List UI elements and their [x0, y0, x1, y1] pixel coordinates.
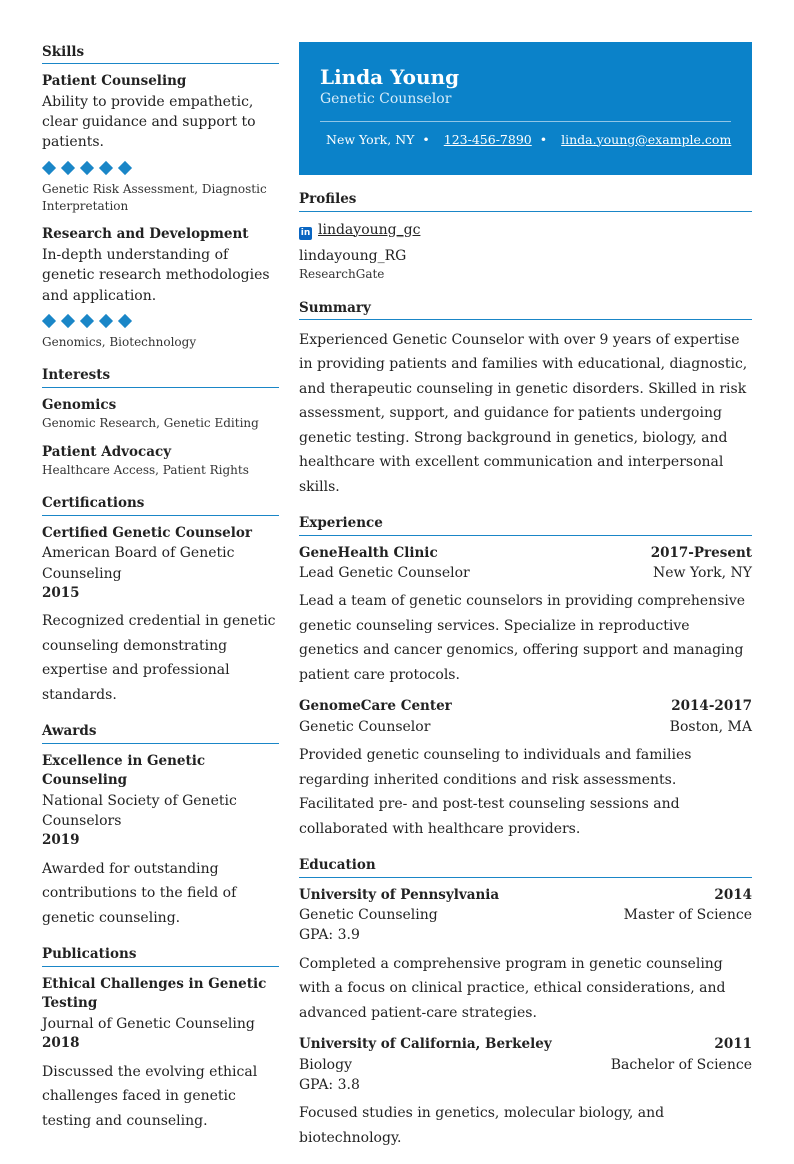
education-year: 2014 [714, 886, 752, 903]
skill-title: Patient Counseling [42, 73, 187, 90]
certification-description: Recognized credential in genetic counseling demonstrating expertise and professional standards. [42, 613, 276, 703]
certifications-section [42, 493, 279, 707]
education-gpa: GPA: 3.8 [299, 1077, 360, 1094]
interests-section [42, 365, 279, 479]
education-year: 2011 [714, 1036, 752, 1053]
skill-title: Research and Development [42, 226, 249, 243]
publication-description: Discussed the evolving ethical challenges faced in genetic testing and counseling. [42, 1063, 258, 1129]
experience-location: New York, NY [653, 565, 752, 582]
interest-keywords: Genomic Research, Genetic Editing [42, 416, 259, 431]
interest-item [42, 396, 279, 433]
skill-keywords: Genetic Risk Assessment, Diagnostic Interpretation [42, 181, 267, 214]
level-diamond-icon [118, 314, 132, 328]
education-row [299, 886, 752, 906]
skill-level-rating [44, 163, 279, 173]
skill-description: Ability to provide empathetic, clear guidance and support to patients. [42, 93, 256, 151]
level-diamond-icon [42, 161, 56, 175]
skill-item [42, 72, 279, 215]
education-description: Completed a comprehensive program in genetic counseling with a focus on clinical practice, ethical considerations, and advanced patient-care strategies. [299, 955, 726, 1021]
contact-separator: • [422, 131, 430, 147]
education-heading: Education [299, 855, 752, 877]
publications-section [42, 944, 279, 1133]
linkedin-icon: in [300, 227, 311, 238]
right-column [299, 42, 752, 1164]
experience-dates: 2017-Present [650, 544, 752, 561]
education-item [299, 886, 752, 1026]
certification-title: Certified Genetic Counselor [42, 524, 252, 541]
certification-item [42, 524, 279, 708]
certifications-heading: Certifications [42, 493, 279, 515]
experience-description: Provided genetic counseling to individuals and families regarding inherited conditions and risk assessments. Facilitated pre- and post-test counseling sessions and collaborated with healthcare providers. [299, 747, 692, 837]
interest-title: Genomics [42, 396, 117, 413]
contact-location: New York, NY [326, 131, 415, 147]
level-diamond-icon [118, 161, 132, 175]
candidate-role: Genetic Counselor [320, 91, 452, 107]
education-row [299, 1035, 752, 1055]
education-section [299, 855, 752, 1150]
education-area: Biology [299, 1056, 352, 1073]
resume-header [299, 42, 752, 175]
experience-location: Boston, MA [669, 719, 752, 735]
education-school: University of California, Berkeley [299, 1036, 552, 1053]
award-title: Excellence in Genetic Counseling [42, 752, 206, 789]
education-row [299, 905, 752, 925]
experience-item [299, 544, 752, 688]
level-diamond-icon [80, 161, 94, 175]
education-gpa: GPA: 3.9 [299, 927, 360, 944]
education-row [299, 1055, 752, 1075]
left-column [42, 42, 279, 1147]
experience-position: Lead Genetic Counselor [299, 565, 470, 582]
candidate-name: Linda Young [320, 65, 460, 89]
award-year: 2019 [42, 832, 80, 849]
interests-heading: Interests [42, 365, 279, 387]
award-description: Awarded for outstanding contributions to the field of genetic counseling. [42, 860, 237, 926]
experience-row [299, 544, 752, 564]
level-diamond-icon [99, 314, 113, 328]
education-description: Focused studies in genetics, molecular biology, and biotechnology. [299, 1105, 665, 1146]
certification-year: 2015 [42, 584, 80, 601]
skill-level-rating [44, 316, 279, 326]
awards-heading: Awards [42, 721, 279, 743]
profile-username-link[interactable]: lindayoung_gc [318, 221, 421, 238]
experience-heading: Experience [299, 513, 752, 535]
contact-phone-link[interactable]: 123-456-7890 [443, 131, 532, 147]
profiles-heading: Profiles [299, 189, 752, 211]
experience-item [299, 697, 752, 841]
awards-section [42, 721, 279, 930]
publication-item [42, 975, 279, 1133]
level-diamond-icon [99, 161, 113, 175]
education-area: Genetic Counseling [299, 907, 438, 924]
level-diamond-icon [80, 314, 94, 328]
skill-keywords: Genomics, Biotechnology [42, 334, 197, 349]
experience-row [299, 697, 752, 717]
skill-description: In-depth understanding of genetic research methodologies and application. [42, 247, 270, 304]
experience-company: GenomeCare Center [299, 698, 452, 715]
experience-company: GeneHealth Clinic [299, 544, 438, 561]
skill-item [42, 225, 279, 351]
profile-username: lindayoung_RG [299, 247, 407, 264]
summary-section [299, 298, 752, 500]
publications-heading: Publications [42, 944, 279, 966]
skills-heading: Skills [42, 42, 279, 64]
publication-year: 2018 [42, 1035, 80, 1052]
publication-journal: Journal of Genetic Counseling [42, 1015, 255, 1032]
contact-email-link[interactable]: linda.young@example.com [561, 131, 732, 147]
experience-section [299, 513, 752, 841]
award-item [42, 752, 279, 931]
profiles-section [299, 189, 752, 283]
profile-item [299, 246, 752, 284]
interest-title: Patient Advocacy [42, 443, 172, 460]
award-issuer: National Society of Genetic Counselors [42, 792, 237, 830]
interest-keywords: Healthcare Access, Patient Rights [42, 463, 249, 478]
certification-issuer: American Board of Genetic Counseling [42, 545, 235, 582]
experience-position: Genetic Counselor [299, 719, 431, 735]
level-diamond-icon [61, 161, 75, 175]
education-school: University of Pennsylvania [299, 886, 500, 903]
level-diamond-icon [61, 314, 75, 328]
level-diamond-icon [42, 314, 56, 328]
profile-network: ResearchGate [299, 267, 385, 282]
education-item [299, 1035, 752, 1150]
publication-title: Ethical Challenges in Genetic Testing [42, 975, 267, 1012]
contact-separator: • [539, 131, 548, 147]
education-degree: Master of Science [623, 907, 752, 924]
interest-item [42, 443, 279, 480]
experience-row [299, 563, 752, 583]
profile-item [299, 220, 752, 240]
experience-dates: 2014-2017 [671, 698, 752, 715]
education-degree: Bachelor of Science [610, 1056, 752, 1073]
summary-text: Experienced Genetic Counselor with over 9 years of expertise in providing patients and families with educational, diagnostic, and therapeutic counseling in genetic disorders. Skilled in risk assessment, support, and guidance for patients undergoing genetic testing. Strong background in genetics, biology, and healthcare with excellent communication and interpersonal skills. [299, 331, 748, 495]
contact-bar [320, 121, 731, 150]
experience-row [299, 717, 752, 737]
experience-description: Lead a team of genetic counselors in providing comprehensive genetic counseling services. Specialize in reproductive genetics and cancer genomics, offering support and managing patient care protocols. [299, 593, 746, 683]
skills-section [42, 42, 279, 351]
summary-heading: Summary [299, 298, 752, 320]
